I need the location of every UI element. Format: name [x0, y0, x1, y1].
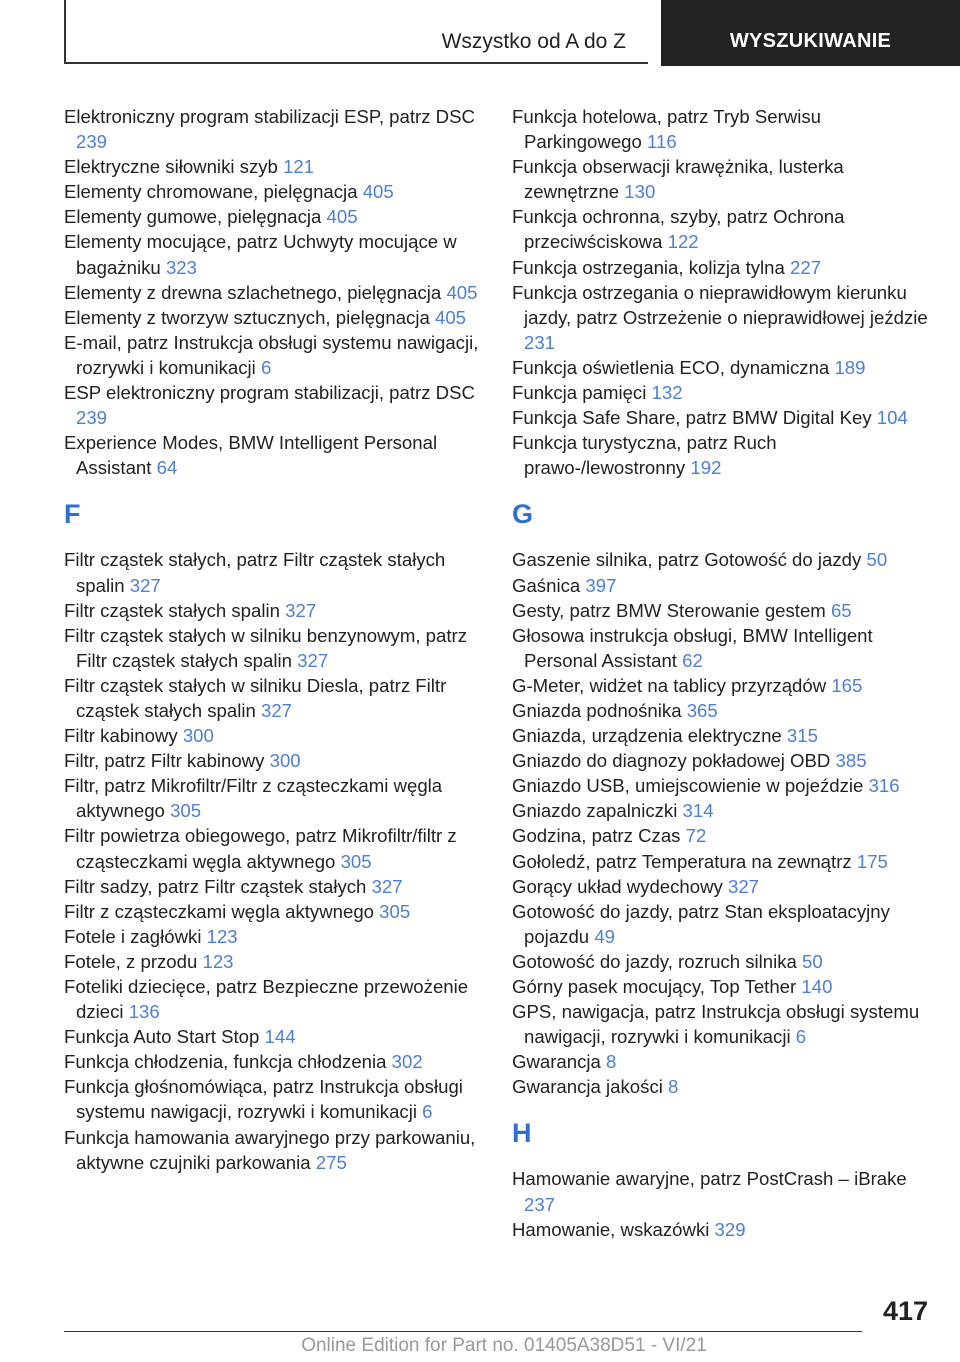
page-link[interactable]: 6: [422, 1101, 433, 1123]
index-entry: [512, 849, 932, 874]
page-link[interactable]: 231: [524, 331, 556, 353]
page-link[interactable]: 123: [202, 950, 234, 972]
index-entry: [512, 899, 932, 949]
index-entry-text: Głosowa instrukcja obsługi, BMW Intelligent Personal Assistant: [512, 624, 873, 671]
index-entry-text: Funkcja ochronna, szyby, patrz Ochrona przeciwściskowa: [512, 206, 845, 253]
search-tab[interactable]: [661, 0, 960, 66]
search-tab-label: WYSZUKIWANIE: [729, 30, 892, 52]
page-link[interactable]: 227: [790, 256, 822, 278]
index-entry-text: Funkcja turystyczna, patrz Ruch prawo-/lewostronny: [512, 432, 777, 479]
page-link[interactable]: 365: [686, 699, 718, 721]
index-entry-text: Funkcja pamięci: [512, 382, 652, 404]
index-entry: [64, 1125, 482, 1175]
page-link[interactable]: 64: [156, 457, 178, 479]
page-link[interactable]: 385: [835, 750, 867, 772]
page-link[interactable]: 397: [585, 574, 617, 596]
page-link[interactable]: 405: [362, 181, 394, 203]
index-entry: [64, 623, 482, 673]
index-entry: [512, 154, 932, 204]
index-entry: [64, 924, 482, 949]
index-entry-text: Gaszenie silnika, patrz Gotowość do jazdy: [512, 549, 867, 571]
page-link[interactable]: 327: [728, 875, 760, 897]
index-entry-text: Filtr cząstek stałych w silniku Diesla, patrz Filtr cząstek stałych spalin: [64, 674, 447, 721]
index-entry-text: Elementy gumowe, pielęgnacja: [64, 206, 327, 228]
index-entry: [512, 949, 932, 974]
index-entry-text: Filtr cząstek stałych, patrz Filtr cząstek stałych spalin: [64, 549, 446, 596]
index-entry-text: E-mail, patrz Instrukcja obsługi systemu nawigacji, rozrywki i komunikacji: [64, 331, 479, 378]
index-entry-text: Gotowość do jazdy, patrz Stan eksploatacyjny pojazdu: [512, 900, 890, 947]
page-link[interactable]: 62: [682, 649, 703, 671]
page-link[interactable]: 327: [129, 574, 161, 596]
index-entry: [512, 974, 932, 999]
page-link[interactable]: 327: [285, 599, 317, 621]
page-link[interactable]: 305: [170, 800, 202, 822]
index-entry: [512, 280, 932, 355]
index-entry: [64, 1049, 482, 1074]
page-link[interactable]: 305: [340, 850, 372, 872]
edition-note: Online Edition for Part no. 01405A38D51 - VI/21: [301, 1335, 707, 1356]
page-link[interactable]: 121: [283, 156, 315, 178]
page-link[interactable]: 327: [371, 875, 403, 897]
page-number: 417: [882, 1296, 928, 1326]
index-entry-text: Funkcja ostrzegania, kolizja tylna: [512, 256, 791, 278]
index-entry: [64, 204, 482, 229]
index-entry-text: Elektryczne siłowniki szyb: [64, 156, 284, 178]
index-entry: [512, 1217, 932, 1242]
page-link[interactable]: 8: [606, 1051, 617, 1073]
page-link[interactable]: 104: [876, 407, 908, 429]
index-entry-text: Filtr cząstek stałych w silniku benzynowym, patrz Filtr cząstek stałych spalin: [64, 624, 467, 671]
index-entry-text: Gotowość do jazdy, rozruch silnika: [512, 950, 803, 972]
index-letter-heading: H: [512, 1118, 532, 1149]
index-entry: [512, 673, 932, 698]
index-entry: [512, 598, 932, 623]
footer-divider: [64, 1331, 862, 1332]
index-entry: [64, 748, 482, 773]
index-entry-text: Hamowanie awaryjne, patrz PostCrash – iBrake: [512, 1168, 907, 1190]
index-entry-text: Funkcja Auto Start Stop: [64, 1026, 265, 1048]
index-entry-text: Funkcja oświetlenia ECO, dynamiczna: [512, 356, 835, 378]
index-entry: [64, 154, 482, 179]
page-link[interactable]: 300: [269, 750, 301, 772]
index-entry: [512, 1074, 932, 1099]
page-link[interactable]: 72: [685, 825, 707, 847]
index-entry-text: Gniazdo USB, umiejscowienie w pojeździe: [512, 775, 869, 797]
index-entry: [64, 1074, 482, 1124]
page-link[interactable]: 165: [831, 674, 863, 696]
index-entry-text: Gniazdo zapalniczki: [512, 800, 683, 822]
index-entry-text: Górny pasek mocujący, Top Tether: [512, 976, 802, 997]
index-entry: [64, 430, 482, 480]
index-entry-text: Elementy chromowane, pielęgnacja: [64, 181, 363, 203]
page-link[interactable]: 327: [297, 649, 329, 671]
index-entry-text: GPS, nawigacja, patrz Instrukcja obsługi systemu nawigacji, rozrywki i komunikacji: [512, 1001, 920, 1048]
index-entry: [64, 229, 482, 279]
index-entry-text: Fotele, z przodu: [64, 950, 203, 972]
page-link[interactable]: 405: [326, 206, 358, 228]
page-link[interactable]: 130: [624, 181, 656, 203]
index-entry: [64, 773, 482, 823]
index-entry-text: G-Meter, widżet na tablicy przyrządów: [512, 674, 832, 696]
page-link[interactable]: 8: [668, 1076, 679, 1098]
index-entry: [512, 104, 932, 154]
page-link[interactable]: 49: [594, 925, 615, 947]
page-link[interactable]: 132: [651, 382, 683, 404]
index-entry: [64, 974, 482, 1024]
index-entry-text: Fotele i zagłówki: [64, 925, 207, 947]
page-link[interactable]: 50: [866, 549, 888, 571]
index-entry-text: Elektroniczny program stabilizacji ESP, patrz DSC: [64, 106, 475, 127]
page-link[interactable]: 314: [682, 800, 714, 822]
index-entry: [512, 698, 932, 723]
index-entry: [64, 673, 482, 723]
index-entry-text: Elementy z drewna szlachetnego, pielęgnacja: [64, 281, 447, 303]
index-entry: [512, 430, 932, 480]
page-link[interactable]: 123: [206, 925, 238, 947]
index-entry-text: Godzina, patrz Czas: [512, 825, 686, 847]
page-link[interactable]: 6: [795, 1026, 807, 1048]
page-link[interactable]: 140: [801, 976, 833, 997]
index-entry-text: Gołoledź, patrz Temperatura na zewnątrz: [512, 850, 857, 872]
index-entry-text: Funkcja Safe Share, patrz BMW Digital Key: [512, 407, 877, 429]
index-entry: [512, 204, 932, 254]
page-link[interactable]: 65: [830, 599, 852, 621]
index-entry: [64, 104, 482, 154]
page-link[interactable]: 189: [834, 356, 866, 378]
index-entry: [64, 330, 482, 380]
index-column-right: [512, 104, 932, 1242]
page-link[interactable]: 275: [315, 1151, 347, 1173]
page-link[interactable]: 323: [165, 256, 197, 278]
index-entry: [64, 723, 482, 748]
page-link[interactable]: 302: [391, 1051, 423, 1073]
index-entry-text: Experience Modes, BMW Intelligent Personal Assistant: [64, 432, 438, 479]
index-column-left: [64, 104, 482, 1175]
index-entry-text: Filtr, patrz Mikrofiltr/Filtr z cząsteczkami węgla aktywnego: [64, 775, 443, 822]
index-entry-text: ESP elektroniczny program stabilizacji, patrz DSC: [64, 382, 475, 404]
index-entry: [512, 999, 932, 1049]
index-entry-text: Gorący układ wydechowy: [512, 875, 728, 897]
page-link[interactable]: 405: [435, 306, 467, 328]
page-link[interactable]: 316: [868, 775, 900, 797]
index-entry: [512, 255, 932, 280]
page-link[interactable]: 305: [379, 900, 411, 922]
index-entry-text: Gaśnica: [512, 574, 586, 596]
index-entry: [512, 355, 932, 380]
index-entry-text: Filtr powietrza obiegowego, patrz Mikrofiltr/filtr z cząsteczkami węgla aktywnego: [64, 825, 457, 872]
index-entry-text: Filtr z cząsteczkami węgla aktywnego: [64, 900, 380, 922]
index-entry: [512, 405, 932, 430]
index-entry-text: Gniazda, urządzenia elektryczne: [512, 725, 787, 747]
index-entry: [64, 949, 482, 974]
index-entry-text: Filtr sadzy, patrz Filtr cząstek stałych: [64, 875, 372, 897]
index-entry-text: Funkcja obserwacji krawężnika, lusterka zewnętrzne: [512, 156, 844, 203]
index-entry: [512, 723, 932, 748]
page-link[interactable]: 237: [524, 1193, 556, 1215]
page-link[interactable]: 239: [76, 407, 108, 429]
index-letter-heading: F: [64, 499, 81, 530]
page-link[interactable]: 192: [690, 457, 722, 479]
index-entry-text: Funkcja hotelowa, patrz Tryb Serwisu Parkingowego: [512, 106, 821, 153]
index-entry: [64, 380, 482, 430]
index-entry-text: Filtr, patrz Filtr kabinowy: [64, 750, 270, 772]
header-frame: [64, 0, 648, 64]
index-entry-text: Funkcja ostrzegania o nieprawidłowym kierunku jazdy, patrz Ostrzeżenie o nieprawidłowej jeździe: [512, 281, 928, 328]
index-entry-text: Gniazda podnośnika: [512, 699, 687, 721]
index-entry-text: Filtr kabinowy: [64, 725, 183, 747]
page-link[interactable]: 6: [260, 356, 272, 378]
index-entry-text: Funkcja chłodzenia, funkcja chłodzenia: [64, 1051, 392, 1073]
index-entry: [512, 874, 932, 899]
index-entry: [64, 305, 482, 330]
page-link[interactable]: 50: [802, 950, 823, 972]
index-entry: [64, 179, 482, 204]
page-link[interactable]: 136: [128, 1001, 160, 1023]
index-entry: [512, 1049, 932, 1074]
index-entry-text: Hamowanie, wskazówki: [512, 1218, 715, 1240]
page-link[interactable]: 329: [714, 1218, 746, 1240]
index-entry: [64, 823, 482, 873]
index-entry: [64, 280, 482, 305]
index-entry: [512, 547, 932, 572]
index-entry: [64, 598, 482, 623]
page-link[interactable]: 300: [182, 725, 214, 747]
index-entry-text: Gwarancja: [512, 1051, 607, 1073]
index-entry: [512, 1166, 932, 1216]
index-entry-text: Foteliki dziecięce, patrz Bezpieczne przewożenie dzieci: [64, 976, 469, 1023]
index-entry: [512, 380, 932, 405]
page-link[interactable]: 116: [647, 131, 677, 153]
index-entry: [512, 748, 932, 773]
page-link[interactable]: 175: [856, 850, 888, 872]
index-entry-text: Gesty, patrz BMW Sterowanie gestem: [512, 599, 831, 621]
index-letter-heading: G: [512, 499, 534, 530]
page-link[interactable]: 327: [260, 699, 293, 721]
index-entry-text: Gwarancja jakości: [512, 1076, 669, 1098]
page-link[interactable]: 405: [446, 281, 478, 303]
index-entry-text: Funkcja głośnomówiąca, patrz Instrukcja obsługi systemu nawigacji, rozrywki i komunikacji: [64, 1076, 463, 1123]
index-entry-text: Elementy z tworzyw sztucznych, pielęgnacja: [64, 306, 435, 328]
index-entry-text: Funkcja hamowania awaryjnego przy parkowaniu, aktywne czujniki parkowania: [64, 1126, 476, 1173]
index-entry: [512, 623, 932, 673]
index-entry: [64, 899, 482, 924]
index-entry-text: Filtr cząstek stałych spalin: [64, 599, 286, 621]
section-title: Wszystko od A do Z: [441, 30, 626, 53]
page-link[interactable]: 315: [786, 725, 818, 747]
index-entry: [512, 573, 932, 598]
page-link[interactable]: 122: [667, 231, 699, 253]
index-entry: [512, 823, 932, 848]
page-header: [0, 0, 960, 66]
index-entry: [512, 798, 932, 823]
page-link[interactable]: 144: [264, 1026, 296, 1048]
index-entry-text: Elementy mocujące, patrz Uchwyty mocujące w bagażniku: [64, 231, 457, 278]
index-entry-text: Gniazdo do diagnozy pokładowej OBD: [512, 750, 836, 772]
index-entry: [64, 547, 482, 597]
index-entry: [64, 874, 482, 899]
index-entry: [512, 773, 932, 798]
index-entry: [64, 1024, 482, 1049]
page-link[interactable]: 239: [76, 131, 108, 153]
